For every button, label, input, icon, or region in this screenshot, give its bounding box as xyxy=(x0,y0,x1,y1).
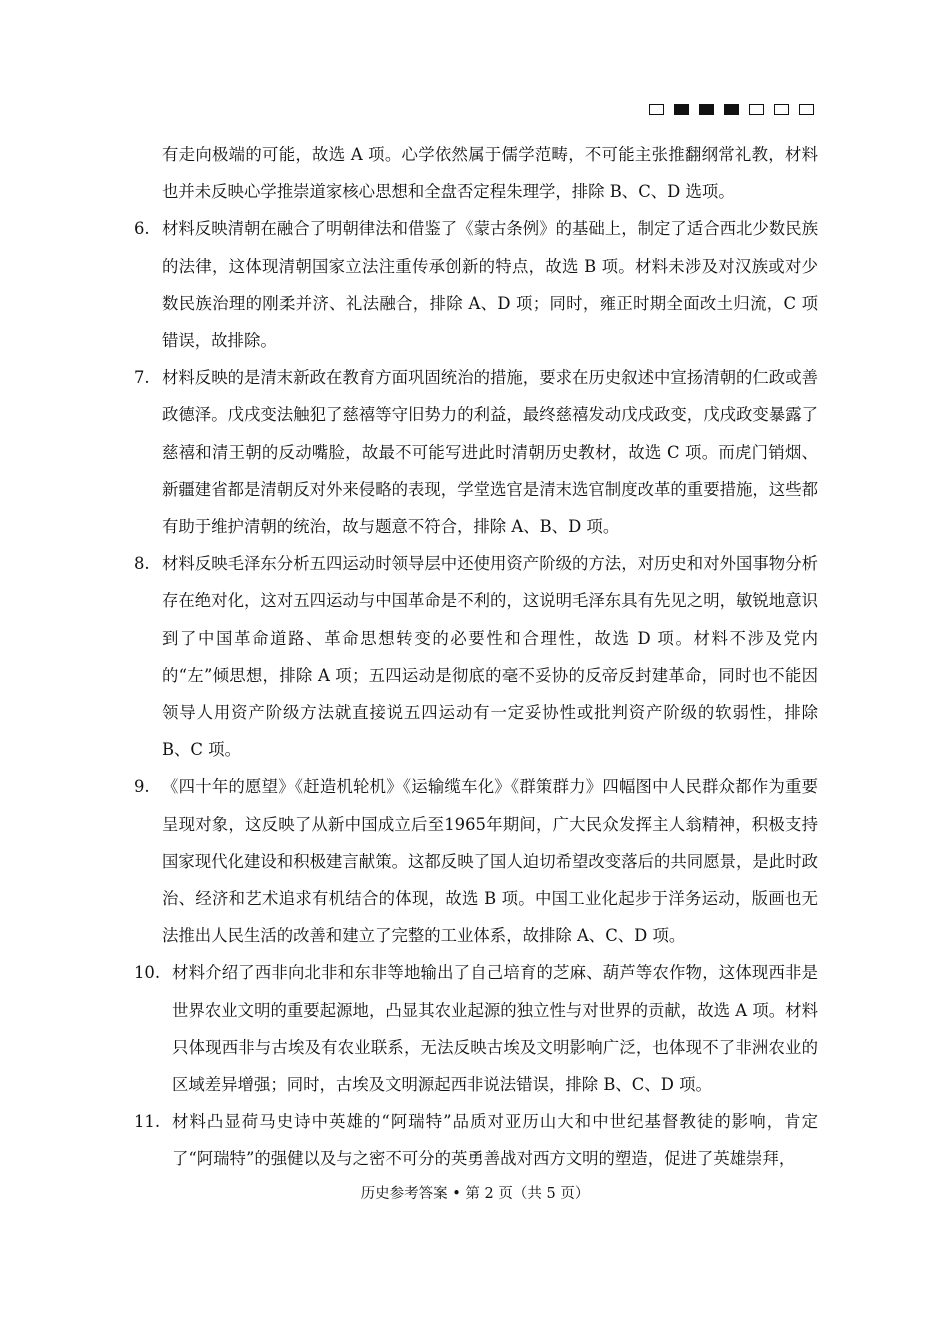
page-marks xyxy=(649,104,814,115)
answer-5-continued xyxy=(134,136,818,210)
mark-box-1 xyxy=(649,104,664,115)
question-number: 8. xyxy=(134,554,150,574)
answer-10 xyxy=(134,954,818,1103)
answer-6 xyxy=(134,210,818,359)
answer-body xyxy=(134,136,818,1178)
question-number: 6. xyxy=(134,219,150,239)
question-number: 11. xyxy=(134,1112,161,1132)
paragraph-text: 《四十年的愿望》《赶造机轮机》《运输缆车化》《群策群力》四幅图中人民群众都作为重要呈现对象，这反映了从新中国成立后至1965年期间，广大民众发挥主人翁精神，积极支持国家现代化建设和积极建言献策。这都反映了国人迫切希望改变落后的共同愿景，是此时政治、经济和艺术追求有机结合的体现，故选 B 项。中国工业化起步于洋务运动，版画也无法推出人民生活的改善和建立了完整的工业体系，故排除 A、C、D 项。 xyxy=(162,777,818,946)
answer-7 xyxy=(134,359,818,545)
mark-box-4 xyxy=(724,104,739,115)
answer-9 xyxy=(134,768,818,954)
paragraph-text: 有走向极端的可能，故选 A 项。心学依然属于儒学范畴，不可能主张推翻纲常礼教，材料也并未反映心学推崇道家核心思想和全盘否定程朱理学，排除 B、C、D 选项。 xyxy=(162,145,818,202)
question-number: 10. xyxy=(134,963,161,983)
question-number: 9. xyxy=(134,777,150,797)
mark-box-5 xyxy=(749,104,764,115)
paragraph-text: 材料凸显荷马史诗中英雄的“阿瑞特”品质对亚历山大和中世纪基督教徒的影响，肯定了“阿瑞特”的强健以及与之密不可分的英勇善战对西方文明的塑造，促进了英雄崇拜， xyxy=(172,1112,818,1169)
paragraph-text: 材料反映毛泽东分析五四运动时领导层中还使用资产阶级的方法，对历史和对外国事物分析存在绝对化，这对五四运动与中国革命是不利的，这说明毛泽东具有先见之明，敏锐地意识到了中国革命道路、革命思想转变的必要性和合理性，故选 D 项。材料不涉及党内的“左”倾思想，排除 A 项；五四运动是彻底的毫不妥协的反帝反封建革命，同时也不能因领导人用资产阶级方法就直接说五四运动有一定妥协性或批判资产阶级的软弱性，排除 B、C 项。 xyxy=(162,554,818,760)
answer-8 xyxy=(134,545,818,768)
question-number: 7. xyxy=(134,368,150,388)
paragraph-text: 材料介绍了西非向北非和东非等地输出了自己培育的芝麻、葫芦等农作物，这体现西非是世界农业文明的重要起源地，凸显其农业起源的独立性与对世界的贡献，故选 A 项。材料只体现西非与古埃及有农业联系，无法反映古埃及文明影响广泛，也体现不了非洲农业的区域差异增强；同时，古埃及文明源起西非说法错误，排除 B、C、D 项。 xyxy=(172,963,818,1095)
paragraph-text: 材料反映清朝在融合了明朝律法和借鉴了《蒙古条例》的基础上，制定了适合西北少数民族的法律，这体现清朝国家立法注重传承创新的特点，故选 B 项。材料未涉及对汉族或对少数民族治理的刚柔并济、礼法融合，排除 A、D 项；同时，雍正时期全面改土归流，C 项错误，故排除。 xyxy=(162,219,818,351)
mark-box-3 xyxy=(699,104,714,115)
mark-box-7 xyxy=(799,104,814,115)
mark-box-6 xyxy=(774,104,789,115)
paragraph-text: 材料反映的是清末新政在教育方面巩固统治的措施，要求在历史叙述中宣扬清朝的仁政或善政德泽。戊戌变法触犯了慈禧等守旧势力的利益，最终慈禧发动戊戌政变，戊戌政变暴露了慈禧和清王朝的反动嘴脸，故最不可能写进此时清朝历史教材，故选 C 项。而虎门销烟、新疆建省都是清朝反对外来侵略的表现，学堂选官是清末选官制度改革的重要措施，这些都有助于维护清朝的统治，故与题意不符合，排除 A、B、D 项。 xyxy=(162,368,818,537)
answer-11 xyxy=(134,1103,818,1177)
mark-box-2 xyxy=(674,104,689,115)
page-footer: 历史参考答案 • 第 2 页（共 5 页） xyxy=(360,1186,590,1202)
